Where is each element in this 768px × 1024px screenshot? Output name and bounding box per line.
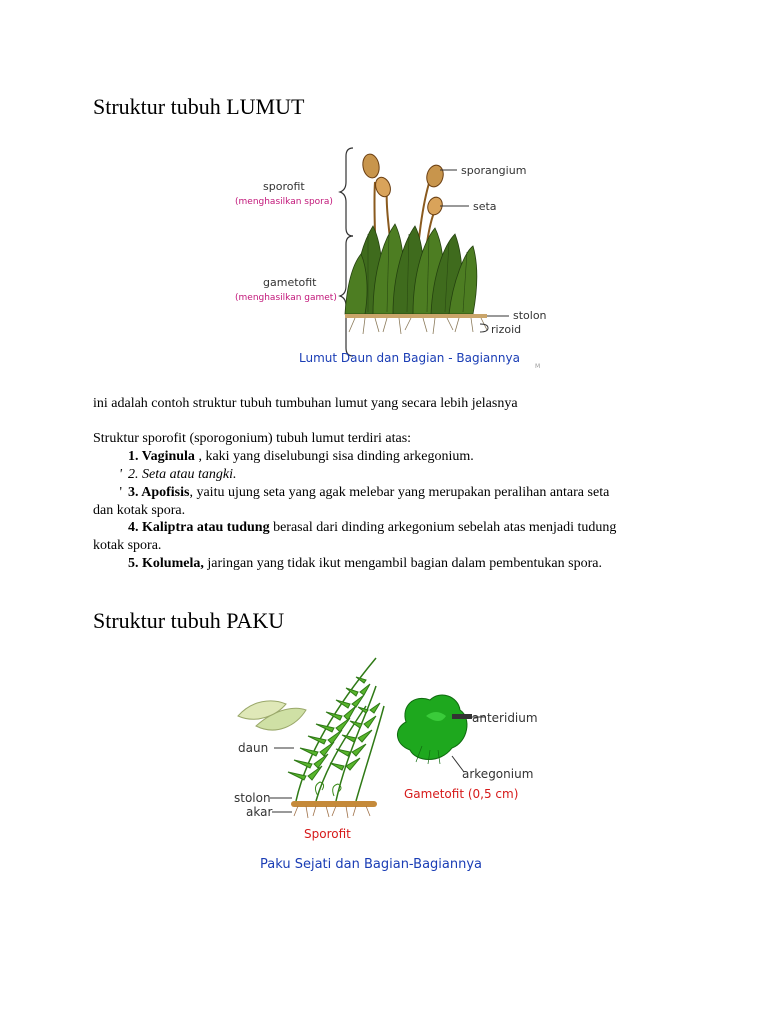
list-item-continuation: kotak spora. xyxy=(93,538,162,553)
list-term: 3. Apofisis xyxy=(128,485,190,500)
list-item xyxy=(93,466,673,484)
akar-label: akar xyxy=(246,805,273,819)
gametofit-note-label: (menghasilkan gamet) xyxy=(235,293,337,303)
seta-label: seta xyxy=(473,200,497,213)
gametofit-prothallus xyxy=(397,695,472,764)
lumut-caption: Lumut Daun dan Bagian - Bagiannya xyxy=(299,351,520,365)
paku-caption: Paku Sejati dan Bagian-Bagiannya xyxy=(260,857,483,872)
list-text: jaringan yang tidak ikut mengambil bagian dalam pembentukan spora. xyxy=(203,556,602,571)
list-term: 5. Kolumela, xyxy=(128,556,204,571)
list-marker: ' xyxy=(119,467,122,482)
paku-heading: Struktur tubuh PAKU xyxy=(93,608,285,633)
sporangium-capsule xyxy=(361,153,381,179)
sporangium-label: sporangium xyxy=(461,164,527,177)
gametofit-label: Gametofit (0,5 cm) xyxy=(404,787,519,801)
list-term: 4. Kaliptra atau tudung xyxy=(128,520,270,535)
list-text: , yaitu ujung seta yang agak melebar yang merupakan peralihan antara seta xyxy=(189,485,610,500)
list-marker: ' xyxy=(119,485,122,500)
lumut-intro: ini adalah contoh struktur tubuh tumbuhan lumut yang secara lebih jelasnya xyxy=(93,396,518,411)
gametofit-shoots xyxy=(345,224,477,314)
fern-fronds xyxy=(238,658,384,801)
paku-figure xyxy=(226,646,546,878)
list-item xyxy=(93,555,673,573)
list-item xyxy=(93,519,673,537)
lumut-heading: Struktur tubuh LUMUT xyxy=(93,94,305,119)
list-text: berasal dari dinding arkegonium sebelah atas menjadi tudung xyxy=(269,520,617,535)
lumut-figure xyxy=(225,142,555,374)
list-item xyxy=(93,484,673,502)
list-item xyxy=(93,448,673,466)
lumut-list-intro: Struktur sporofit (sporogonium) tubuh lumut terdiri atas: xyxy=(93,431,412,446)
list-text: , kaki yang diselubungi sisa dinding arkegonium. xyxy=(194,449,474,464)
daun-label: daun xyxy=(238,741,269,755)
rizoid-label: rizoid xyxy=(491,323,522,336)
list-term: 1. Vaginula xyxy=(128,449,195,464)
sporofit-note-label: (menghasilkan spora) xyxy=(235,197,333,207)
arkegonium-label: arkegonium xyxy=(462,767,534,781)
list-term: 2. Seta atau tangki. xyxy=(128,467,237,482)
stolon-label: stolon xyxy=(513,309,547,322)
rizoid-roots xyxy=(349,318,487,334)
sporofit-brace xyxy=(340,148,353,236)
gametofit-label: gametofit xyxy=(263,276,317,289)
figure-mark: M xyxy=(535,363,541,370)
list-item-continuation: dan kotak spora. xyxy=(93,503,186,518)
sporofit-label: Sporofit xyxy=(304,827,351,841)
sporofit-label: sporofit xyxy=(263,180,305,193)
stolon-label: stolon xyxy=(234,791,271,805)
anteridium-label: anteridium xyxy=(472,711,538,725)
